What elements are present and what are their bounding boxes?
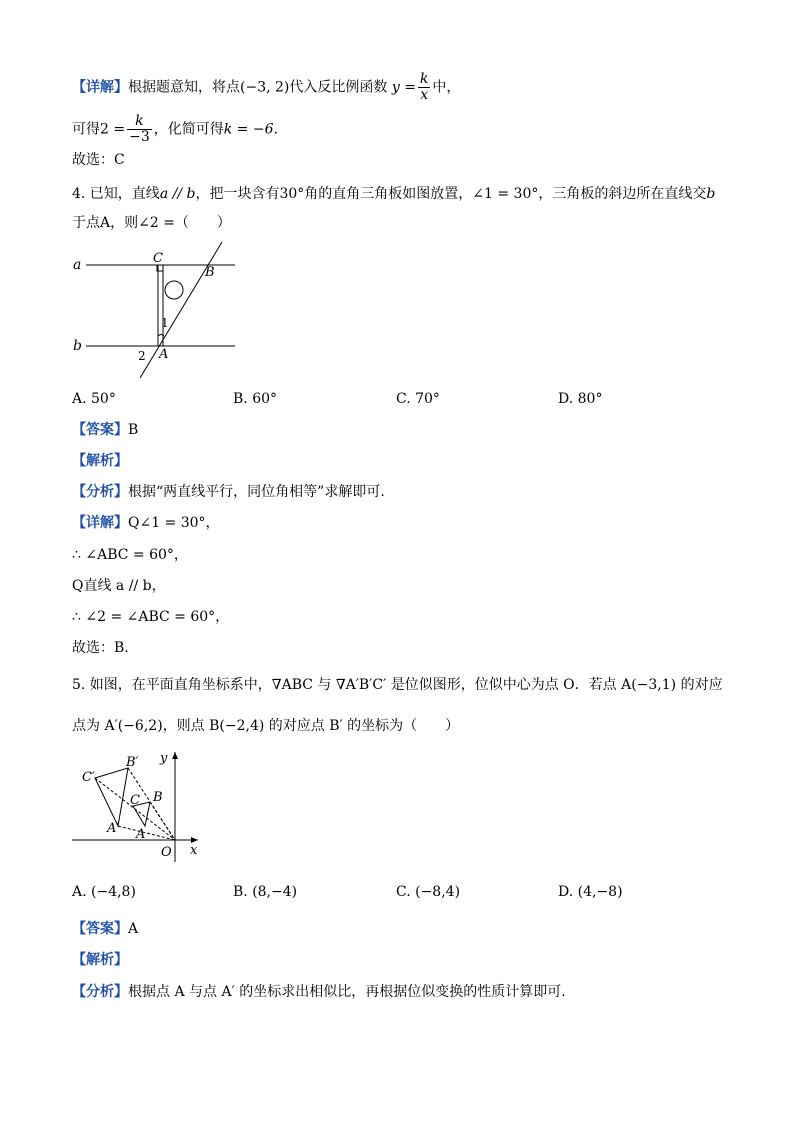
q4-step4: ∴ ∠2 = ∠ABC = 60°，: [72, 609, 230, 625]
answer-value: B: [128, 422, 139, 438]
stem-math: a // b: [159, 186, 196, 202]
label-b: b: [73, 338, 82, 354]
q4-step2: ∴ ∠ABC = 60°，: [72, 547, 188, 563]
q4-analysis-tag: [72, 451, 128, 471]
point: (−3, 2): [240, 79, 290, 96]
q5-fenxi: [72, 982, 566, 1002]
fenxi-tag: 【分析】: [72, 484, 128, 500]
eq-lhs: 2 =: [100, 121, 126, 138]
fenxi-text: 根据点 A 与点 A′ 的坐标求出相似比，再根据位似变换的性质计算即可.: [128, 984, 566, 1000]
fenxi-tag: 【分析】: [72, 984, 128, 1000]
label-y: y: [160, 751, 168, 766]
q4-option-b: B. 60°: [233, 391, 278, 407]
q4-option-d: D. 80°: [558, 391, 603, 407]
detail-text: 根据题意知，将点: [128, 79, 240, 96]
step-text: Q∠1 = 30°，: [128, 515, 220, 531]
detail-text: 中，: [432, 79, 461, 96]
label-A-prime: A′: [107, 821, 120, 836]
stem-math: b: [706, 186, 716, 202]
label-C-prime: C′: [82, 770, 95, 785]
q4-fenxi: [72, 482, 385, 502]
label-A: A: [136, 827, 146, 842]
fraction-denominator: x: [420, 87, 429, 103]
answer-tag: 【答案】: [72, 921, 128, 937]
triangle-hole: [165, 281, 183, 299]
label-1: 1: [161, 316, 169, 330]
q5-option-b: B. (8,−4): [233, 884, 298, 900]
fraction-numerator: k: [419, 71, 429, 87]
label-C: C: [153, 251, 163, 266]
q5-answer: [72, 919, 138, 939]
label-B: B: [153, 790, 163, 805]
stem-text: ，把一块含有30°角的直角三角板如图放置，∠1 = 30°，三角板的斜边所在直线交: [195, 186, 707, 202]
q4-stem-line2: 于点A，则∠2 =（ ）: [72, 215, 231, 231]
q5-stem-line2: 点为 A′(−6,2)，则点 B(−2,4) 的对应点 B′ 的坐标为（ ）: [72, 718, 460, 734]
y-axis-arrow: [172, 752, 178, 759]
label-2: 2: [138, 349, 146, 363]
detail-tag: 【详解】: [72, 79, 128, 96]
q4-step3: Q直线 a // b，: [72, 578, 166, 594]
label-x: x: [190, 843, 198, 858]
q4-answer: [72, 420, 138, 440]
q5-option-d: D. (4,−8): [558, 884, 623, 900]
label-A: A: [159, 347, 169, 362]
result: k = −6: [223, 121, 274, 138]
text: ，化简可得: [153, 121, 224, 138]
period: .: [273, 121, 278, 138]
q5-stem-line1: 5. 如图，在平面直角坐标系中，∇ABC 与 ∇A′B′C′ 是位似图形，位似中心为点 O．若点 A(−3,1) 的对应: [72, 677, 723, 693]
analysis-tag: 【解析】: [72, 453, 128, 469]
detail-tag: 【详解】: [72, 515, 128, 531]
label-a: a: [73, 257, 82, 273]
analysis-tag: 【解析】: [72, 952, 128, 968]
answer-value: A: [128, 921, 139, 937]
stem-text: 4. 已知，直线: [72, 186, 160, 202]
fenxi-text: 根据“两直线平行，同位角相等”求解即可.: [128, 484, 385, 500]
fraction-denominator: −3: [129, 129, 150, 145]
q5-analysis-tag: [72, 950, 128, 970]
func-lhs: y =: [391, 79, 416, 96]
label-C: C: [130, 793, 140, 808]
triangle-A1B1C1: [95, 768, 128, 826]
q3-choice: 故选：C: [72, 152, 125, 168]
text: 可得: [72, 121, 100, 138]
q5-option-c: C. (−8,4): [396, 884, 461, 900]
label-O: O: [161, 845, 172, 860]
q4-option-c: C. 70°: [396, 391, 440, 407]
label-B: B: [205, 265, 215, 280]
answer-tag: 【答案】: [72, 422, 128, 438]
fraction-numerator: k: [127, 114, 152, 130]
angle-1-arc: [158, 335, 164, 337]
q4-choice: 故选：B.: [72, 640, 129, 656]
q5-option-a: A. (−4,8): [72, 884, 136, 900]
detail-text: 代入反比例函数: [289, 79, 388, 96]
q4-detail-step1: [72, 513, 220, 533]
label-B-prime: B′: [126, 755, 139, 770]
q4-option-a: A. 50°: [72, 391, 116, 407]
